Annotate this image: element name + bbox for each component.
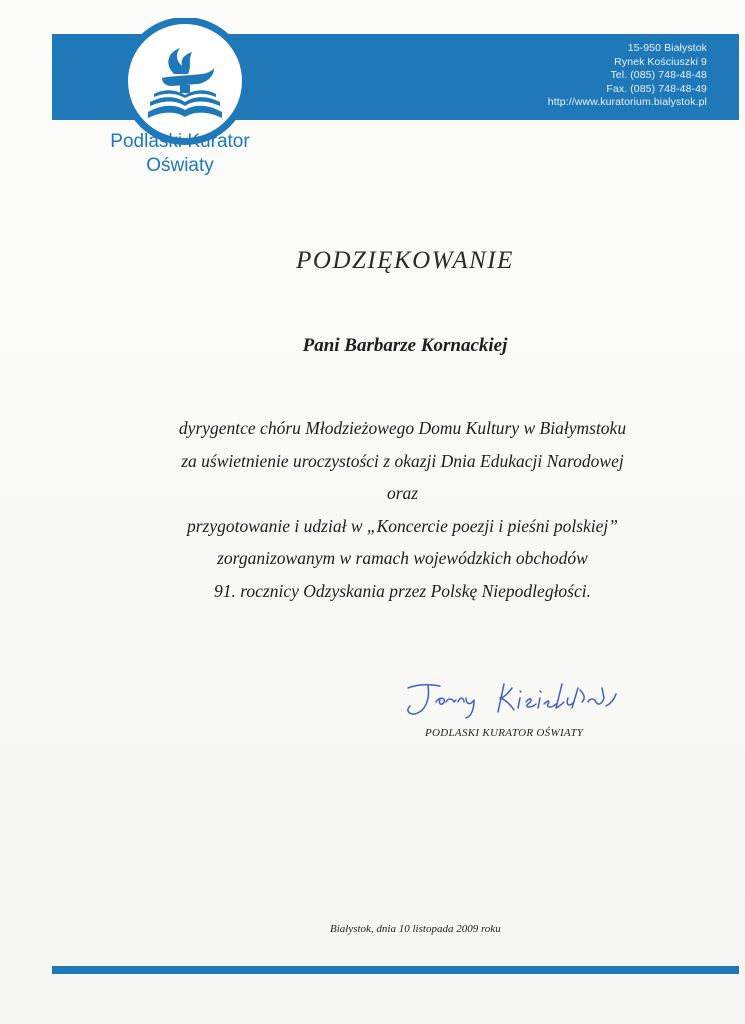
contact-line: Tel. (085) 748-48-48 — [610, 69, 707, 81]
contact-line: Fax. (085) 748-48-49 — [606, 82, 707, 95]
contact-line: Rynek Kościuszki 9 — [614, 55, 707, 68]
logo-line-1: Podlaski Kurator — [110, 131, 250, 152]
logo-line-2: Oświaty — [146, 155, 214, 176]
contact-block — [548, 42, 707, 110]
handwritten-signature — [400, 676, 640, 724]
place-and-date: Białystok, dnia 10 listopada 2009 roku — [330, 923, 501, 935]
logo — [110, 18, 260, 148]
body-line: za uświetnienie uroczystości z okazji Dnia Edukacji Narodowej — [181, 450, 624, 471]
body-line: zorganizowanym w ramach wojewódzkich obchodów — [217, 548, 588, 568]
document-title: PODZIĘKOWANIE — [296, 247, 514, 274]
recipient-name: Pani Barbarze Kornackiej — [302, 335, 508, 356]
body-line: dyrygentce chóru Młodzieżowego Domu Kultury w Białymstoku — [178, 418, 627, 438]
body-text — [0, 412, 745, 607]
contact-line: http://www.kuratorium.bialystok.pl — [547, 96, 707, 108]
logo-text — [70, 130, 290, 178]
body-line: oraz — [386, 483, 419, 503]
signatory-title: PODLASKI KURATOR OŚWIATY — [425, 727, 584, 739]
open-book-with-flame-icon — [110, 18, 260, 148]
footer-band — [52, 966, 739, 974]
body-line: 91. rocznicy Odzyskania przez Polskę Niepodległości. — [214, 580, 591, 601]
contact-line: 15-950 Białystok — [627, 42, 707, 54]
body-line: przygotowanie i udział w „Koncercie poezji i pieśni polskiej” — [187, 515, 618, 536]
